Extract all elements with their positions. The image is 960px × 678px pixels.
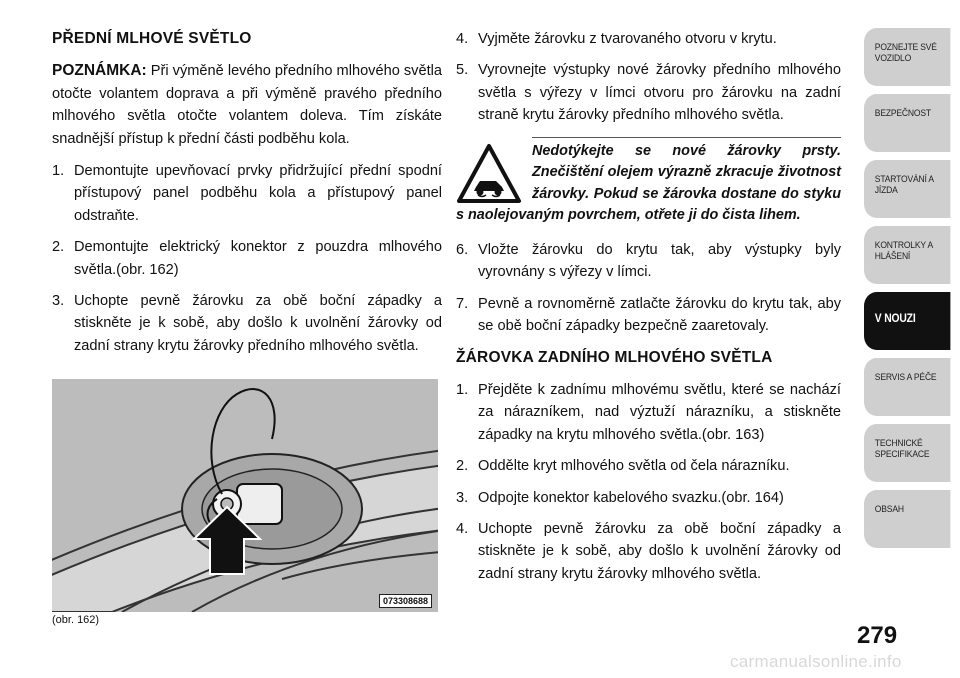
steps-list-continued xyxy=(456,28,841,127)
chapter-tab[interactable]: BEZPEČNOST xyxy=(864,94,950,152)
list-item xyxy=(456,487,841,509)
figure-fog-lamp xyxy=(52,379,438,612)
note-text: Při výměně levého předního mlhového světla otočte volantem doprava a při výměně pravého předního mlhového světla otočte volantem doleva. Tím získáte snadnější přístup k přední části podběhu kola. xyxy=(52,63,443,147)
chapter-tab[interactable]: POZNEJTE SVÉ VOZIDLO xyxy=(864,28,950,86)
step-number: 3. xyxy=(52,293,65,310)
step-text: Přejděte k zadnímu mlhovému světlu, které se nachází za nárazníkem, nad výztuží nárazníku, a stiskněte západky na krytu mlhového světla.(obr. 163) xyxy=(478,382,841,443)
chapter-tab[interactable]: TECHNICKÉ SPECIFIKACE xyxy=(864,424,950,482)
warning-rule xyxy=(532,137,841,138)
step-text: Odpojte konektor kabelového svazku.(obr. 164) xyxy=(478,489,784,506)
section-heading-rear-fog: ŽÁROVKA ZADNÍHO MLHOVÉHO SVĚTLA xyxy=(456,348,773,366)
list-item xyxy=(456,293,841,338)
list-item xyxy=(52,290,442,357)
step-number: 2. xyxy=(52,239,65,256)
figure-code-tag: 073308688 xyxy=(379,594,432,608)
step-number: 2. xyxy=(456,458,469,475)
fog-lamp-illustration xyxy=(52,379,438,612)
step-text: Oddělte kryt mlhového světla od čela nárazníku. xyxy=(478,458,790,475)
chapter-tab[interactable]: OBSAH xyxy=(864,490,950,548)
note-label: POZNÁMKA: xyxy=(52,62,147,80)
step-text: Demontujte upevňovací prvky přidržující přední spodní přístupový panel podběhu kola a přístupový panel odstraňte. xyxy=(74,163,442,224)
step-number: 4. xyxy=(456,521,469,538)
step-text: Vložte žárovku do krytu tak, aby výstupky byly vyrovnány s výřezy v límci. xyxy=(478,242,841,281)
steps-list-rear-fog xyxy=(456,379,841,585)
step-number: 4. xyxy=(456,31,469,47)
note-paragraph xyxy=(52,60,442,150)
warning-text: Nedotýkejte se nové žárovky prsty. Znečištění olejem výrazně zkracuje životnost žárovky. Pokud se žárovka dostane do styku s naolejovaným povrchem, otřete ji do čista lihem. xyxy=(456,142,841,224)
warning-box xyxy=(456,141,841,227)
list-item xyxy=(456,518,841,585)
step-number: 6. xyxy=(456,242,469,258)
list-item xyxy=(52,160,442,227)
step-number: 5. xyxy=(456,62,469,79)
section-heading-front-fog: PŘEDNÍ MLHOVÉ SVĚTLO xyxy=(52,30,252,47)
chapter-tab[interactable]: SERVIS A PÉČE xyxy=(864,358,950,416)
page-number: 279 xyxy=(857,622,898,649)
chapter-tabs xyxy=(858,28,960,556)
warning-triangle-icon xyxy=(456,143,522,205)
list-item xyxy=(456,28,841,50)
chapter-tab[interactable]: KONTROLKY A HLÁŠENÍ xyxy=(864,226,950,284)
left-column xyxy=(52,28,442,366)
right-column xyxy=(456,28,841,594)
step-number: 3. xyxy=(456,489,469,506)
list-item xyxy=(456,59,841,126)
list-item xyxy=(456,239,841,284)
step-number: 1. xyxy=(456,382,469,399)
figure-caption: (obr. 162) xyxy=(52,614,100,626)
watermark: carmanualsonline.info xyxy=(730,652,902,671)
chapter-tab[interactable]: STARTOVÁNÍ A JÍZDA xyxy=(864,160,950,218)
steps-list-insert xyxy=(456,239,841,338)
list-item xyxy=(456,455,841,477)
step-number: 1. xyxy=(52,163,65,180)
step-text: Pevně a rovnoměrně zatlačte žárovku do krytu tak, aby se obě boční západky bezpečně zaaretovaly. xyxy=(478,295,841,335)
step-text: Demontujte elektrický konektor z pouzdra mlhového světla.(obr. 162) xyxy=(74,239,442,278)
step-text: Vyrovnejte výstupky nové žárovky předního mlhového světla s výřezy v límci otvoru pro žárovku na zadní straně krytu žárovky předního mlhového světla. xyxy=(478,62,841,124)
step-text: Uchopte pevně žárovku za obě boční západky a stiskněte je k sobě, aby došlo k uvolnění žárovky od zadní strany krytu žárovky předního mlhového světla. xyxy=(74,293,442,354)
chapter-tab[interactable]: V NOUZI xyxy=(864,292,950,350)
list-item xyxy=(52,236,442,281)
step-text: Uchopte pevně žárovku za obě boční západky a stiskněte je k sobě, aby došlo k uvolnění žárovky od zadní strany krytu žárovky mlhového světla. xyxy=(478,521,841,582)
list-item xyxy=(456,379,841,446)
step-number: 7. xyxy=(456,295,469,312)
step-text: Vyjměte žárovku z tvarovaného otvoru v krytu. xyxy=(478,31,777,47)
steps-list-front-fog xyxy=(52,160,442,357)
